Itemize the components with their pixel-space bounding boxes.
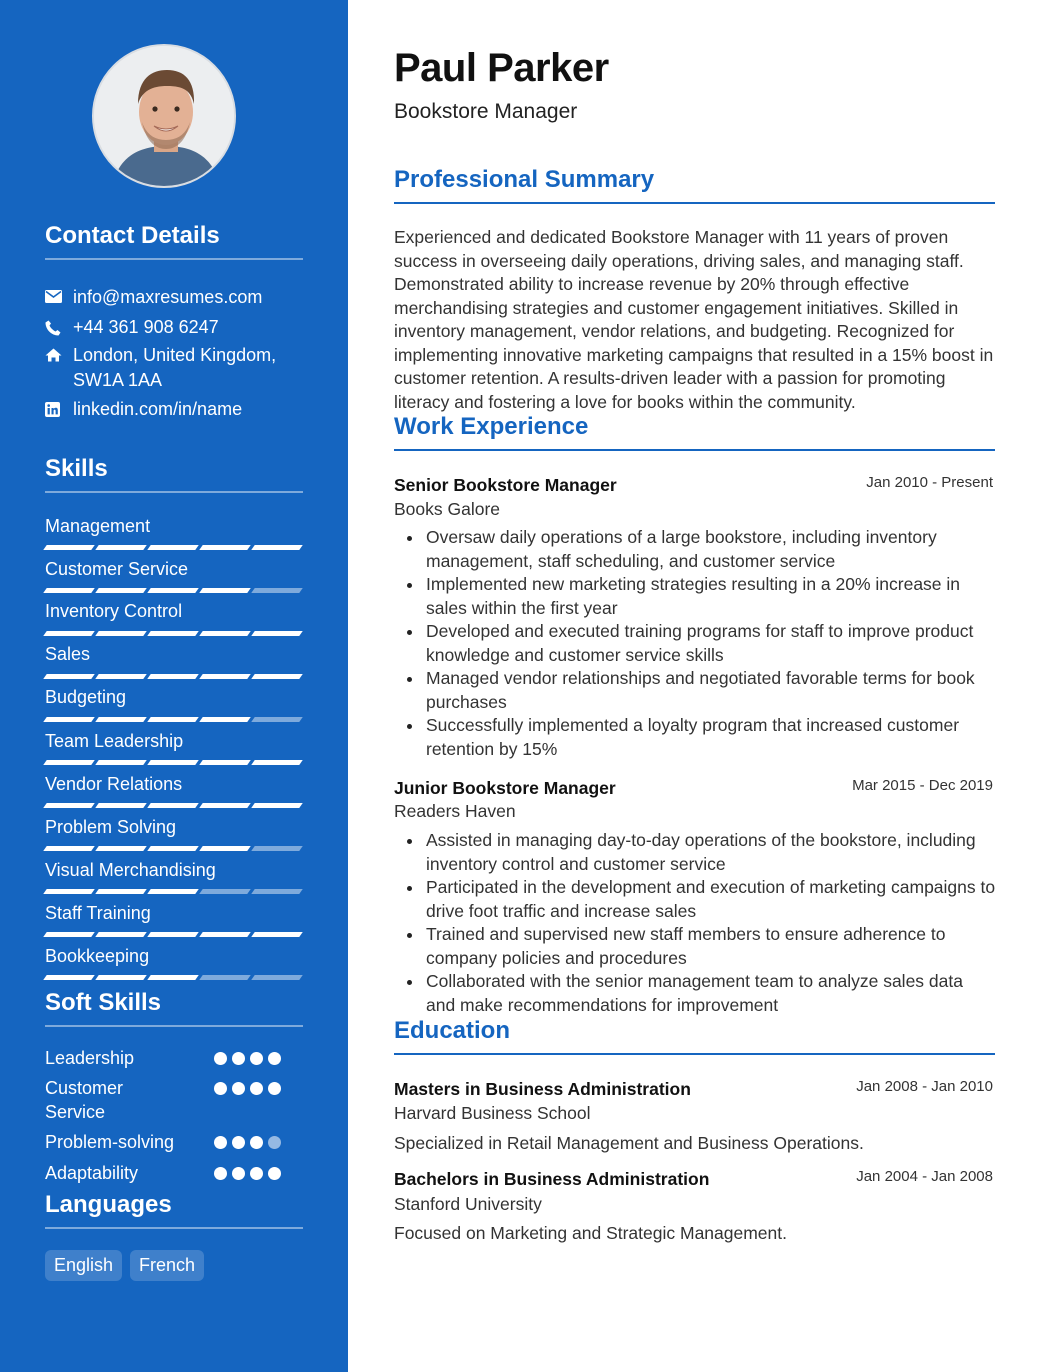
- contact-phone-text: +44 361 908 6247: [73, 317, 219, 337]
- skill-label: Sales: [45, 644, 91, 664]
- skill-level-segment: [199, 760, 251, 765]
- skill-rating-bar: [45, 674, 301, 679]
- skill-level-segment: [147, 588, 199, 593]
- rating-dot: [214, 1052, 227, 1065]
- job-company: Readers Haven: [394, 801, 516, 821]
- degree-title: Bachelors in Business Administration: [394, 1169, 710, 1189]
- skill-level-segment: [95, 760, 147, 765]
- education-dates: Jan 2008 - Jan 2010: [856, 1078, 993, 1095]
- skill-level-segment: [251, 674, 303, 679]
- rating-dot: [268, 1136, 281, 1149]
- skill-level-segment: [147, 932, 199, 937]
- skill-level-segment: [43, 545, 95, 550]
- phone-icon: [45, 315, 73, 340]
- skill-level-segment: [95, 975, 147, 980]
- contact-linkedin-text: linkedin.com/in/name: [73, 399, 243, 419]
- skill-level-segment: [199, 545, 251, 550]
- skill-label: Vendor Relations: [45, 774, 183, 794]
- skill-level-segment: [199, 932, 251, 937]
- skill-level-segment: [95, 889, 147, 894]
- list-item: Assisted in managing day-to-day operations of the bookstore, including inventory control and customer service: [426, 829, 996, 876]
- skill-level-segment: [43, 803, 95, 808]
- skill-label: Budgeting: [45, 687, 127, 707]
- contact-email-text: info@maxresumes.com: [73, 287, 263, 307]
- rating-dot: [214, 1167, 227, 1180]
- skill-level-segment: [147, 674, 199, 679]
- skill-level-segment: [43, 889, 95, 894]
- job-bullet-list: [426, 526, 996, 761]
- contact-address-text: London, United Kingdom, SW1A 1AA: [73, 345, 277, 390]
- summary-text: Experienced and dedicated Bookstore Manager with 11 years of proven success in overseeing daily operations, driving sales, and managing staff. Demonstrated ability to increase revenue by 20% through effective merchandising strategies and customer engagement initiatives. Skilled in inventory management, vendor relations, and budgeting. Recognized for implementing innovative marketing campaigns that resulted in a 15% boost in customer retention. A results-driven leader with a passion for promoting literacy and fostering a love for books within the community.: [394, 227, 994, 412]
- soft-skill-label: Customer Service: [45, 1078, 124, 1122]
- contact-phone[interactable]: [45, 315, 305, 340]
- skill-rating-bar: [45, 717, 301, 722]
- contact-email[interactable]: [45, 285, 305, 310]
- skill-label: Inventory Control: [45, 601, 183, 621]
- skill-rating-bar: [45, 631, 301, 636]
- rating-dot: [232, 1082, 245, 1095]
- skill-level-segment: [199, 975, 251, 980]
- skill-level-segment: [251, 631, 303, 636]
- rating-dot: [232, 1052, 245, 1065]
- language-chip: English: [45, 1250, 122, 1281]
- list-item: Implemented new marketing strategies resulting in a 20% increase in sales within the first year: [426, 573, 996, 620]
- skill-label: Visual Merchandising: [45, 860, 216, 880]
- skill-level-segment: [147, 717, 199, 722]
- soft-skills-heading: Soft Skills: [45, 989, 303, 1027]
- job-title: Senior Bookstore Manager: [394, 475, 617, 495]
- education-description: Focused on Marketing and Strategic Management.: [394, 1223, 787, 1243]
- soft-skill-rating: [214, 1052, 281, 1065]
- skill-level-segment: [43, 975, 95, 980]
- skill-rating-bar: [45, 588, 301, 593]
- skill-level-segment: [251, 545, 303, 550]
- skill-level-segment: [251, 803, 303, 808]
- rating-dot: [250, 1052, 263, 1065]
- skill-level-segment: [251, 588, 303, 593]
- skill-level-segment: [95, 846, 147, 851]
- school-name: Stanford University: [394, 1194, 542, 1214]
- skill-label: Bookkeeping: [45, 946, 150, 966]
- skill-rating-bar: [45, 760, 301, 765]
- education-description: Specialized in Retail Management and Business Operations.: [394, 1133, 864, 1153]
- skill-level-segment: [43, 932, 95, 937]
- skill-level-segment: [251, 760, 303, 765]
- skill-level-segment: [95, 717, 147, 722]
- skill-level-segment: [147, 846, 199, 851]
- degree-title: Masters in Business Administration: [394, 1079, 691, 1099]
- profile-photo: [92, 44, 236, 188]
- skill-level-segment: [199, 717, 251, 722]
- skill-level-segment: [251, 717, 303, 722]
- list-item: Oversaw daily operations of a large bookstore, including inventory management, staff scheduling, and customer service: [426, 526, 996, 573]
- skill-level-segment: [251, 975, 303, 980]
- skill-level-segment: [95, 631, 147, 636]
- education-heading: Education: [394, 1017, 995, 1055]
- list-item: Developed and executed training programs for staff to improve product knowledge and customer service skills: [426, 620, 996, 667]
- list-item: Managed vendor relationships and negotiated favorable terms for book purchases: [426, 667, 996, 714]
- home-icon: [45, 343, 73, 393]
- skill-level-segment: [199, 846, 251, 851]
- skill-level-segment: [43, 846, 95, 851]
- skill-rating-bar: [45, 545, 301, 550]
- candidate-name: Paul Parker: [394, 46, 609, 90]
- list-item: Trained and supervised new staff members to ensure adherence to company policies and procedures: [426, 923, 996, 970]
- skill-level-segment: [147, 760, 199, 765]
- rating-dot: [268, 1167, 281, 1180]
- skill-label: Management: [45, 516, 151, 536]
- skill-rating-bar: [45, 803, 301, 808]
- soft-skill-rating: [214, 1167, 281, 1180]
- skill-label: Team Leadership: [45, 731, 184, 751]
- skill-rating-bar: [45, 932, 301, 937]
- skill-level-segment: [147, 975, 199, 980]
- skill-level-segment: [199, 674, 251, 679]
- sidebar: [0, 0, 348, 1372]
- skill-level-segment: [251, 846, 303, 851]
- skill-rating-bar: [45, 889, 301, 894]
- job-dates: Jan 2010 - Present: [866, 474, 993, 491]
- job-company: Books Galore: [394, 499, 501, 519]
- rating-dot: [214, 1082, 227, 1095]
- soft-skill-rating: [214, 1136, 281, 1149]
- skill-level-segment: [199, 889, 251, 894]
- rating-dot: [214, 1136, 227, 1149]
- experience-heading: Work Experience: [394, 413, 995, 451]
- avatar-portrait: [94, 46, 236, 188]
- skill-level-segment: [199, 588, 251, 593]
- summary-heading: Professional Summary: [394, 166, 995, 204]
- skill-level-segment: [147, 889, 199, 894]
- candidate-role: Bookstore Manager: [394, 100, 578, 123]
- rating-dot: [268, 1082, 281, 1095]
- rating-dot: [232, 1136, 245, 1149]
- skill-level-segment: [147, 631, 199, 636]
- contact-address: [45, 343, 305, 393]
- skill-rating-bar: [45, 975, 301, 980]
- linkedin-icon: [45, 397, 73, 422]
- rating-dot: [268, 1052, 281, 1065]
- job-title: Junior Bookstore Manager: [394, 778, 616, 798]
- skill-level-segment: [147, 545, 199, 550]
- soft-skill-label: Adaptability: [45, 1163, 139, 1183]
- soft-skill-label: Leadership: [45, 1048, 135, 1068]
- skill-level-segment: [95, 674, 147, 679]
- list-item: Successfully implemented a loyalty program that increased customer retention by 15%: [426, 714, 996, 761]
- skill-level-segment: [43, 717, 95, 722]
- job-dates: Mar 2015 - Dec 2019: [852, 777, 993, 794]
- envelope-icon: [45, 285, 73, 310]
- languages-heading: Languages: [45, 1191, 303, 1229]
- skill-level-segment: [43, 760, 95, 765]
- skill-level-segment: [147, 803, 199, 808]
- skills-heading: Skills: [45, 455, 303, 493]
- skill-label: Customer Service: [45, 559, 189, 579]
- skill-label: Staff Training: [45, 903, 151, 923]
- rating-dot: [232, 1167, 245, 1180]
- skill-label: Problem Solving: [45, 817, 177, 837]
- soft-skill-rating: [214, 1082, 281, 1095]
- skill-level-segment: [95, 588, 147, 593]
- rating-dot: [250, 1136, 263, 1149]
- list-item: Participated in the development and execution of marketing campaigns to drive foot traffic and increase sales: [426, 876, 996, 923]
- skill-level-segment: [95, 803, 147, 808]
- language-list: [45, 1250, 204, 1281]
- contact-heading: Contact Details: [45, 222, 303, 260]
- education-dates: Jan 2004 - Jan 2008: [856, 1168, 993, 1185]
- rating-dot: [250, 1082, 263, 1095]
- language-chip: French: [130, 1250, 204, 1281]
- skill-rating-bar: [45, 846, 301, 851]
- skill-level-segment: [199, 803, 251, 808]
- skill-level-segment: [43, 674, 95, 679]
- skill-level-segment: [199, 631, 251, 636]
- skill-level-segment: [95, 545, 147, 550]
- skill-level-segment: [251, 889, 303, 894]
- contact-linkedin[interactable]: [45, 397, 305, 422]
- soft-skill-label: Problem-solving: [45, 1132, 175, 1152]
- skill-level-segment: [95, 932, 147, 937]
- list-item: Collaborated with the senior management team to analyze sales data and make recommendations for improvement: [426, 970, 996, 1017]
- school-name: Harvard Business School: [394, 1103, 591, 1123]
- skill-level-segment: [251, 932, 303, 937]
- skill-level-segment: [43, 631, 95, 636]
- skill-level-segment: [43, 588, 95, 593]
- rating-dot: [250, 1167, 263, 1180]
- job-bullet-list: [426, 829, 996, 1017]
